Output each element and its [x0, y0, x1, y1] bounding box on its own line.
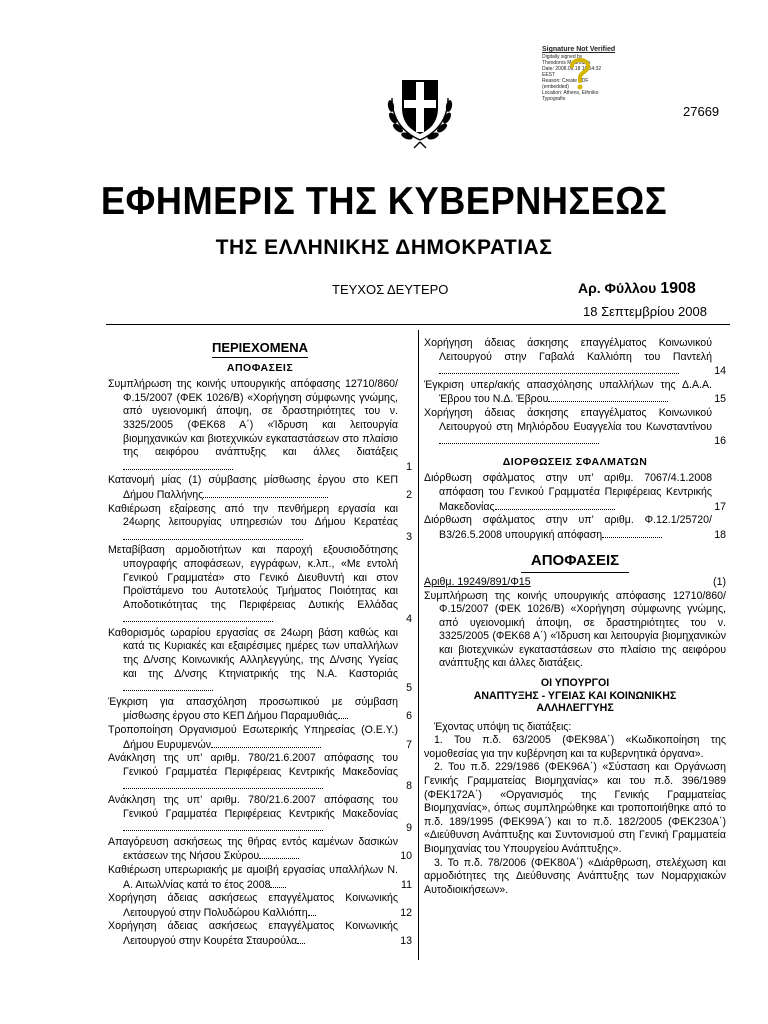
- errata-heading: ΔΙΟΡΘΩΣΕΙΣ ΣΦΑΛΜΑΤΩΝ: [502, 455, 648, 468]
- toc-item[interactable]: Καθορισμός ωραρίου εργασίας σε 24ωρη βάση καθώς και κατά τις Κυριακές και εξαιρέσιμες ημέρες των υπαλλήλων της Δ/νσης Κοινωνικής Αλληλεγγύης, της Δ/νσης Υγείας και της Δ/νσης Κτηνιατρικής της Ν.Α. Καστοριάς 5: [108, 626, 412, 695]
- decision-paragraph: 1. Του π.δ. 63/2005 (ΦΕΚ98Α΄) «Κωδικοποίηση της νομοθεσίας για την κυβέρνηση και τα κυβερνητικά όργανα».: [424, 734, 726, 760]
- ministers-heading: ΟΙ ΥΠΟΥΡΓΟΙ ΑΝΑΠΤΥΞΗΣ - ΥΓΕΙΑΣ ΚΑΙ ΚΟΙΝΩΝΙΚΗΣ ΑΛΛΗΛΕΓΓΥΗΣ: [473, 677, 677, 715]
- signature-line: Typografio: [542, 96, 566, 102]
- decision-title: Συμπλήρωση της κοινής υπουργικής απόφασης 12710/860/Φ.15/2007 (ΦΕΚ 1026/Β) «Χορήγηση σύμφωνης γνώμης, από υγειονομική άποψη, σε δραστηριότητες του ν. 3325/2005 (ΦΕΚ68 Α΄) «Ίδρυση και λειτουργία βιομηχανικών και βιοτεχνικών εγκαταστάσεων στο πλαίσιο της αειφόρου ανάπτυξης και άλλες διατάξεις.: [424, 589, 726, 670]
- signature-line: Reason: Create PDF: [542, 78, 589, 84]
- signature-line: EEST: [542, 72, 556, 78]
- toc-item[interactable]: Χορήγηση άδειας ασκήσεως επαγγέλματος Κοινωνικής Λειτουργού στην Πολυδώρου Καλλιόπη 12: [108, 892, 412, 919]
- toc-item[interactable]: Απαγόρευση ασκήσεως της θήρας εντός καμένων δασικών εκτάσεων της Νήσου Σκύρου 10: [108, 835, 412, 863]
- sheet-number-value: 1908: [660, 280, 696, 297]
- toc-item[interactable]: Ανάκληση της υπ’ αριθμ. 780/21.6.2007 απόφασης του Γενικού Γραμματέα Περιφέρειας Κεντρικής Μακεδονίας 8: [108, 752, 412, 793]
- toc-item[interactable]: Καθιέρωση εξαίρεσης από την πενθήμερη εργασία και 24ωρης λειτουργίας υπηρεσιών του Δήμου Κερατέας 3: [108, 502, 412, 543]
- sheet-number: [578, 280, 696, 298]
- gazette-subtitle: ΤΗΣ ΕΛΛΗΝΙΚΗΣ ΔΗΜΟΚΡΑΤΙΑΣ: [215, 236, 553, 259]
- signature-line: Digitally signed by: [542, 54, 583, 60]
- signature-line: (embedded): [542, 84, 569, 90]
- decision-paragraph: 2. Του π.δ. 229/1986 (ΦΕΚ96Α΄) «Σύσταση και Οργάνωση Γενικής Γραμματείας Βιομηχανίας» και του π.δ. 396/1989 (ΦΕΚ172Α΄) «Οργανισμός της Γενικής Γραμματείας Βιομηχανίας», όπως συμπληρώθηκε και τροποποιήθηκε από το π.δ. 189/1995 (ΦΕΚ99Α΄) και το π.δ. 182/2005 (ΦΕΚ230Α΄) «Διεύθυνση Ανάπτυξης και Συντονισμού στη Γενική Γραμματεία Βιομηχανίας του Υπουργείου Ανάπτυξης».: [424, 761, 726, 855]
- contents-left-column: [108, 340, 412, 949]
- decision-number: Αριθμ. 19249/891/Φ15: [424, 575, 531, 588]
- toc-item[interactable]: Συμπλήρωση της κοινής υπουργικής απόφασης 12710/860/Φ.15/2007 (ΦΕΚ 1026/Β) «Χορήγηση σύμφωνης γνώμης, από υγειονομική άποψη, σε δραστηριότητες του ν. 3325/2005 (ΦΕΚ68 Α΄) «Ίδρυση και λειτουργία βιομηχανικών και βιοτεχνικών εγκαταστάσεων στο πλαίσιο της αειφόρου ανάπτυξης και άλλες διατάξεις 1: [108, 378, 412, 473]
- decision-intro: Έχοντας υπόψη τις διατάξεις:: [434, 720, 572, 733]
- contents-heading: ΠΕΡΙΕΧΟΜΕΝΑ: [108, 341, 412, 355]
- toc-item[interactable]: Μεταβίβαση αρμοδιοτήτων και παροχή εξουσιοδότησης υπογραφής αποφάσεων, εγγράφων, κ.λπ., «Με εντολή Γενικού Γραμματέα» στο Γενικό Διευθυντή και στον Προϊστάμενο του Αυτοτελούς Τμήματος Ποιότητας και Αποδοτικότητας της Περιφέρειας Δυτικής Ελλάδας 4: [108, 544, 412, 626]
- issue-date: 18 Σεπτεμβρίου 2008: [583, 304, 707, 319]
- gazette-title: ΕΦΗΜΕΡΙΣ ΤΗΣ ΚΥΒΕΡΝΗΣΕΩΣ: [100, 180, 668, 223]
- signature-line: Theodoros Mourouzis: [542, 60, 591, 66]
- signature-line: Location: Athens, Ethniko: [542, 90, 599, 96]
- toc-item[interactable]: Κατανομή μίας (1) σύμβασης μίσθωσης έργου στο ΚΕΠ Δήμου Παλλήνης 2: [108, 474, 412, 501]
- signature-unverified-icon: [566, 56, 594, 90]
- decision-paragraph: 3. Το π.δ. 78/2006 (ΦΕΚ80Α΄) «Διάρθρωση, στελέχωση και αρμοδιότητες της Διεύθυνσης Ανάπτυξης των Νομαρχιακών Αυτοδιοικήσεων».: [424, 856, 726, 896]
- decisions-subheading: ΑΠΟΦΑΣΕΙΣ: [226, 361, 294, 374]
- decision-number-row: [424, 576, 726, 590]
- toc-item[interactable]: Τροποποίηση Οργανισμού Εσωτερικής Υπηρεσίας (Ο.Ε.Υ.) Δήμου Ευρυμενών 7: [108, 724, 412, 751]
- right-column: [424, 337, 726, 897]
- issue-part: ΤΕΥΧΟΣ ΔΕΥΤΕΡΟ: [332, 282, 449, 297]
- column-divider: [418, 330, 419, 960]
- sheet-number-label: Αρ. Φύλλου: [578, 280, 657, 296]
- decisions-section-heading: ΑΠΟΦΑΣΕΙΣ: [424, 554, 726, 570]
- errata-item[interactable]: Διόρθωση σφάλματος στην υπ’ αριθμ. 7067/4.1.2008 απόφαση του Γενικού Γραμματέα Περιφέρειας Κεντρικής Μακεδονίας 17: [424, 472, 726, 513]
- errata-item[interactable]: Διόρθωση σφάλματος στην υπ’ αριθμ. Φ.12.1/25720/Β3/26.5.2008 υπουργική απόφαση 18: [424, 514, 726, 541]
- toc-item[interactable]: Έγκριση υπερ/ακής απασχόλησης υπαλλήλων της Δ.Α.Α. Έβρου του Ν.Δ. Έβρου 15: [424, 378, 726, 406]
- page-number: 27669: [683, 104, 720, 119]
- digital-signature-block: [542, 46, 662, 102]
- toc-item[interactable]: Ανάκληση της υπ’ αριθμ. 780/21.6.2007 απόφασης του Γενικού Γραμματέα Περιφέρειας Κεντρικής Μακεδονίας 9: [108, 794, 412, 835]
- toc-item[interactable]: Καθιέρωση υπερωριακής με αμοιβή εργασίας υπαλλήλων Ν. Α. Αιτωλ/νίας κατά το έτος 2008 11: [108, 863, 412, 891]
- header-rule: [106, 324, 730, 325]
- toc-item[interactable]: Χορήγηση άδειας ασκήσεως επαγγέλματος Κοινωνικής Λειτουργού στην Κουρέτα Σταυρούλα 13: [108, 920, 412, 947]
- toc-item[interactable]: Έγκριση για απασχόληση προσωπικού με σύμβαση μίσθωσης έργου στο ΚΕΠ Δήμου Παραμυθιάς 6: [108, 695, 412, 723]
- toc-item[interactable]: Χορήγηση άδειας άσκησης επαγγέλματος Κοινωνικού Λειτουργού στην Γαβαλά Καλλιόπη του Παντελή 14: [424, 337, 726, 378]
- greek-coat-of-arms-emblem: [384, 66, 456, 152]
- signature-line: Date: 2008.09.18 16:54:32: [542, 66, 602, 72]
- signature-title: Signature Not Verified: [542, 46, 616, 53]
- decision-index: (1): [713, 575, 726, 588]
- toc-item[interactable]: Χορήγηση άδειας άσκησης επαγγέλματος Κοινωνικού Λειτουργού στη Μηλιόρδου Ευαγγελία του Κωνσταντίνου 16: [424, 406, 726, 448]
